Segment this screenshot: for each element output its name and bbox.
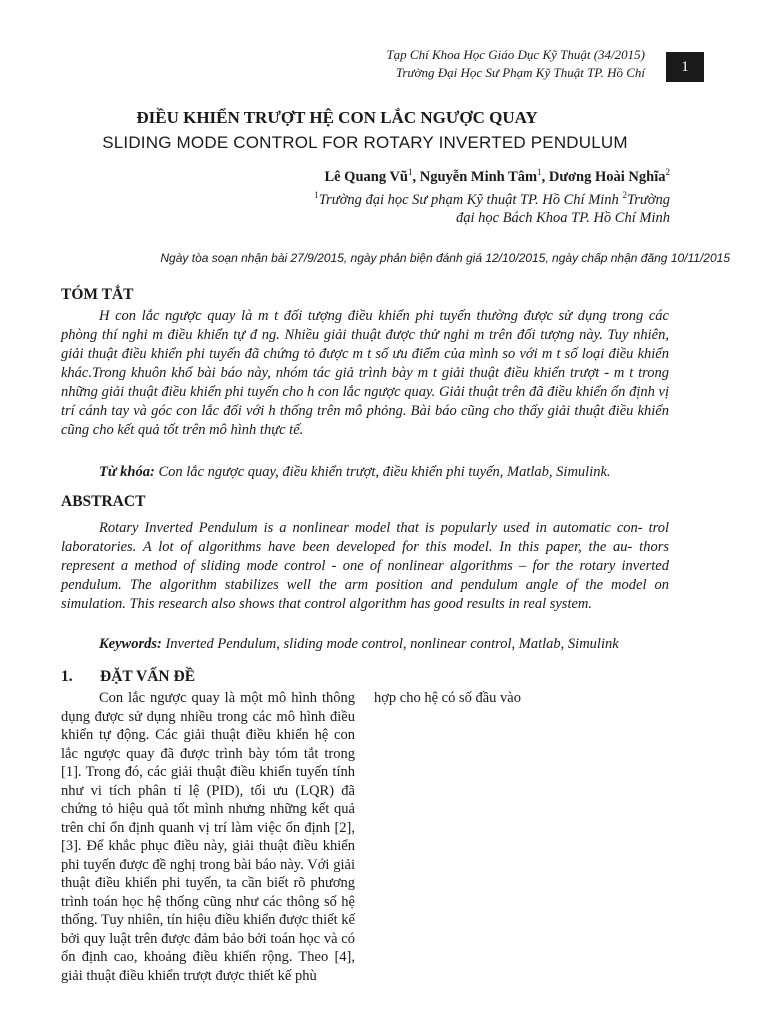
section-1-heading: ĐẶT VẤN ĐỀ [100, 668, 196, 685]
author-2: Nguyễn Minh Tâm [419, 168, 538, 185]
page-number-badge: 1 [666, 52, 704, 82]
summary-paragraph [61, 307, 669, 440]
summary-keywords-label: Từ khóa: [99, 464, 155, 480]
section-1-left-text: Con lắc ngược quay là một mô hình thông dụng được sử dụng nhiều trong các mô hình điều khiển tự động. Các giải thuật điều khiển hệ con lắc ngược quay đã được trình bày tóm tắt trong [1]. Trong đó, các giải thuật điều khiển tuyến tính như vi tích phân tỉ lệ (PID), tối ưu (LQR) đã chứng tỏ hiệu quả tốt mình nhưng những kết quả trên chỉ ổn định quanh vị trí làm việc ổn định [2], [3]. Để khắc phục điều này, giải thuật điều khiển phi tuyến được đề nghị trong bài báo này. Với giải thuật điều khiển phi tuyến, ta cần biết rõ phương trình toán học hệ thống cũng như các thông số hệ thống. Tuy nhiên, tín hiệu điều khiển được thiết kế bởi quy luật trên được đảm bảo bởi toán học và có ổn định cao, khoảng điều khiển rộng. Theo [4], giải thuật điều khiển trượt được thiết kế phù [61, 690, 355, 984]
affiliation-1: Trường đại học Sư phạm Kỹ thuật TP. Hồ Chí Minh [318, 191, 619, 208]
author-3: Dương Hoài Nghĩa [548, 168, 666, 185]
summary-keywords-text: Con lắc ngược quay, điều khiển trượt, điều khiển phi tuyến, Matlab, Simulink. [154, 464, 611, 480]
abstract-text: Rotary Inverted Pendulum is a nonlinear model that is popularly used in automatic con- trol laboratories. A lot of algorithms have been developed for this model. In this paper, the au- thors represent a method of sliding mode control - one of nonlinear algorithms – for the rotary inverted pendulum. The algorithm stabilizes well the arm position and pendulum angle of the model on simulation. This research also shows that control algorithm has good results in real system. [61, 520, 669, 612]
author-2-affil: 1 [537, 167, 542, 177]
paper-title-english: SLIDING MODE CONTROL FOR ROTARY INVERTED PENDULUM [102, 133, 628, 152]
author-3-affil: 2 [665, 167, 670, 177]
abstract-keywords-text: Inverted Pendulum, sliding mode control, nonlinear control, Matlab, Simulink [161, 636, 619, 652]
section-1-left-column [61, 689, 355, 985]
section-1-number: 1. [61, 668, 73, 685]
section-1-right-column: hợp cho hệ có số đầu vào [374, 690, 521, 706]
journal-name: Tạp Chí Khoa Học Giáo Dục Kỹ Thuật (34/2015) [386, 47, 645, 62]
author-1: Lê Quang Vũ [324, 168, 408, 185]
paper-title-vietnamese: ĐIỀU KHIỂN TRƯỢT HỆ CON LẮC NGƯỢC QUAY [136, 108, 538, 127]
author-1-affil: 1 [407, 167, 413, 177]
summary-text: H con lắc ngược quay là m t đối tượng điều khiển phi tuyến thường được sử dụng trong các phòng thí nghi m điều khiển tự đ ng. Nhiều giải thuật được thử nghi m trên đối tượng này. Tuy nhiên, giải thuật điều khiển phi tuyến đã chứng tỏ được m t số ưu điểm của mình so với m t số loại điều khiển khác.Trong khuôn khổ bài báo này, nhóm tác giả trình bày m t giải thuật điều khiển trượt - m t trong những giải thuật điều khiển phi tuyến cho h con lắc ngược quay. Giải thuật trên đã điều khiển ổn định vị trí cánh tay và góc con lắc đối với h thống trên mô phỏng. Bài báo cũng cho thấy giải thuật điều khiển cũng cho kết quả tốt trên mô hình thực tế. [61, 308, 669, 438]
author-separator: , [541, 168, 549, 185]
summary-keywords [99, 464, 679, 481]
submission-dates: Ngày tòa soạn nhận bài 27/9/2015, ngày phản biện đánh giá 12/10/2015, ngày chấp nhận đăng 10/11/2015 [160, 251, 730, 265]
author-separator: , [412, 168, 420, 185]
affiliation-2-marker: 2 [622, 189, 627, 200]
journal-header [300, 46, 645, 82]
summary-heading: TÓM TẮT [61, 286, 134, 303]
abstract-heading: ABSTRACT [61, 493, 146, 510]
abstract-paragraph [61, 519, 669, 614]
abstract-keywords [99, 636, 679, 653]
affiliation-2: Trường đại học Bách Khoa TP. Hồ Chí Minh [455, 191, 670, 226]
author-block [300, 163, 670, 227]
affiliation-1-marker: 1 [314, 189, 319, 200]
journal-institution: Trường Đại Học Sư Phạm Kỹ Thuật TP. Hồ Chí [395, 65, 645, 80]
abstract-keywords-label: Keywords: [99, 636, 162, 652]
